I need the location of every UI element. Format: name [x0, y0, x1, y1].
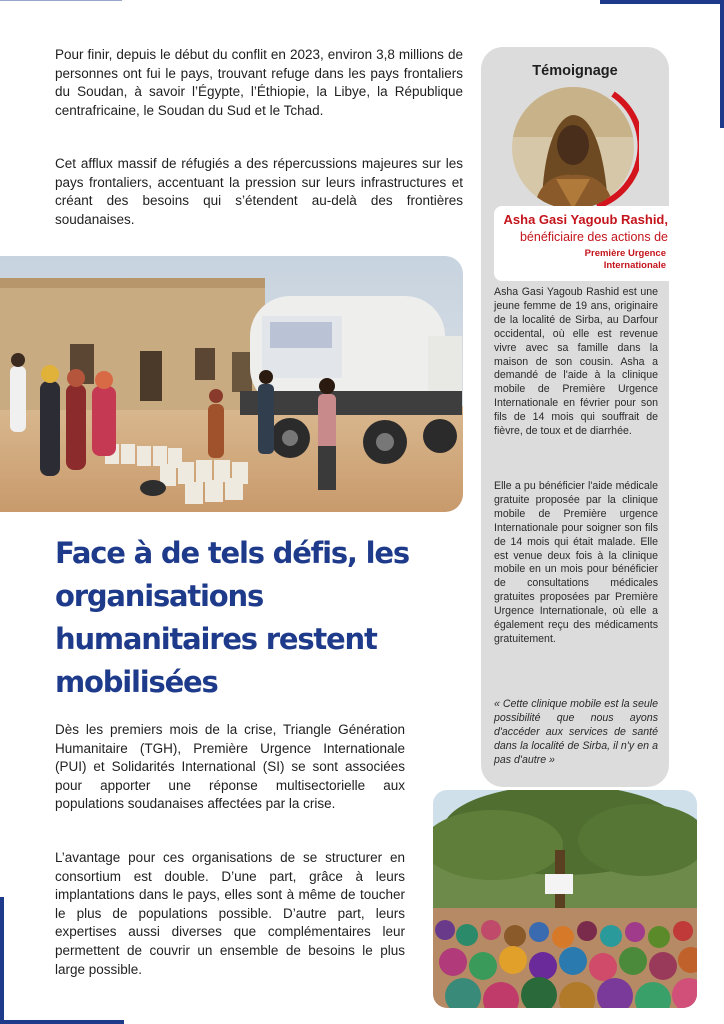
frame-line-right-vertical	[720, 0, 724, 128]
community-gathering-photo	[433, 790, 697, 1008]
frame-line-top-right	[600, 0, 724, 4]
frame-line-top-left	[0, 0, 122, 1]
testimony-title: Témoignage	[532, 63, 618, 79]
testimony-org-line-1: Première Urgence	[584, 248, 666, 259]
frame-line-left-vertical	[0, 897, 4, 1024]
testimony-paragraph-2: Elle a pu bénéficier l'aide médicale gratuite proposée par la clinique mobile de Première urgence Internationale pour soigner son fils de 14 mois qui était malade. Elle est venue deux fois à la clinique mobile en un mois pour bénéficier de consultations médicales gratuites proposées par Première Urgence Internationale, où elle a également reçu des médicaments gratuitement.	[494, 480, 658, 645]
body-paragraph-2: L’avantage pour ces organisations de se structurer en consortium est double. D’une part, grâce à leurs implantations dans le pays, elles sont à même de toucher le plus de populations possible. D’autre part, leurs expertises aussi diverses que complémentaires leur permettent de couvrir un ensemble de besoins le plus large possible.	[55, 850, 405, 977]
testimony-portrait	[512, 87, 634, 209]
testimony-org-line-2: Internationale	[603, 260, 666, 271]
water-distribution-photo	[0, 256, 463, 512]
frame-line-bottom-left	[0, 1020, 124, 1024]
testimony-role: bénéficiaire des actions de	[519, 230, 668, 244]
testimony-name: Asha Gasi Yagoub Rashid,	[503, 212, 668, 227]
testimony-paragraph-1: Asha Gasi Yagoub Rashid est une jeune femme de 19 ans, originaire de la localité de Sirba, au Darfour occidental, où elle est revenue vivre avec sa famille dans la maison de son cousin. Asha a demandé de l'aide à la clinique mobile de Première Urgence Internationale en février pour son fils de 14 mois qui souffrait de fièvre, de toux et de diarrhée.	[494, 286, 658, 438]
body-paragraph-1: Dès les premiers mois de la crise, Triangle Génération Humanitaire (TGH), Première Urgence Internationale (PUI) et Solidarités International (SI) se sont associées pour apporter une réponse multisectorielle aux populations soudanaises affectées par la crise.	[55, 722, 405, 812]
section-headline: Face à de tels défis, les organisations humanitaires restent mobilisées	[55, 536, 409, 699]
testimony-quote: « Cette clinique mobile est la seule possibilité que nous ayons d'accéder aux services de santé dans la localité de Sirba, il n'y en a pas d'autre »	[494, 698, 658, 766]
intro-paragraph-1: Pour finir, depuis le début du conflit en 2023, environ 3,8 millions de personnes ont fui le pays, trouvant refuge dans les pays frontaliers du Soudan, à savoir l’Égypte, l’Éthiopie, la Libye, la République centrafricaine, le Soudan du Sud et le Tchad.	[55, 47, 463, 118]
intro-paragraph-2: Cet afflux massif de réfugiés a des répercussions majeures sur les pays frontaliers, accentuant la pression sur leurs infrastructures et créant des besoins qui s’étendent au-delà des frontières soudanaises.	[55, 156, 463, 227]
